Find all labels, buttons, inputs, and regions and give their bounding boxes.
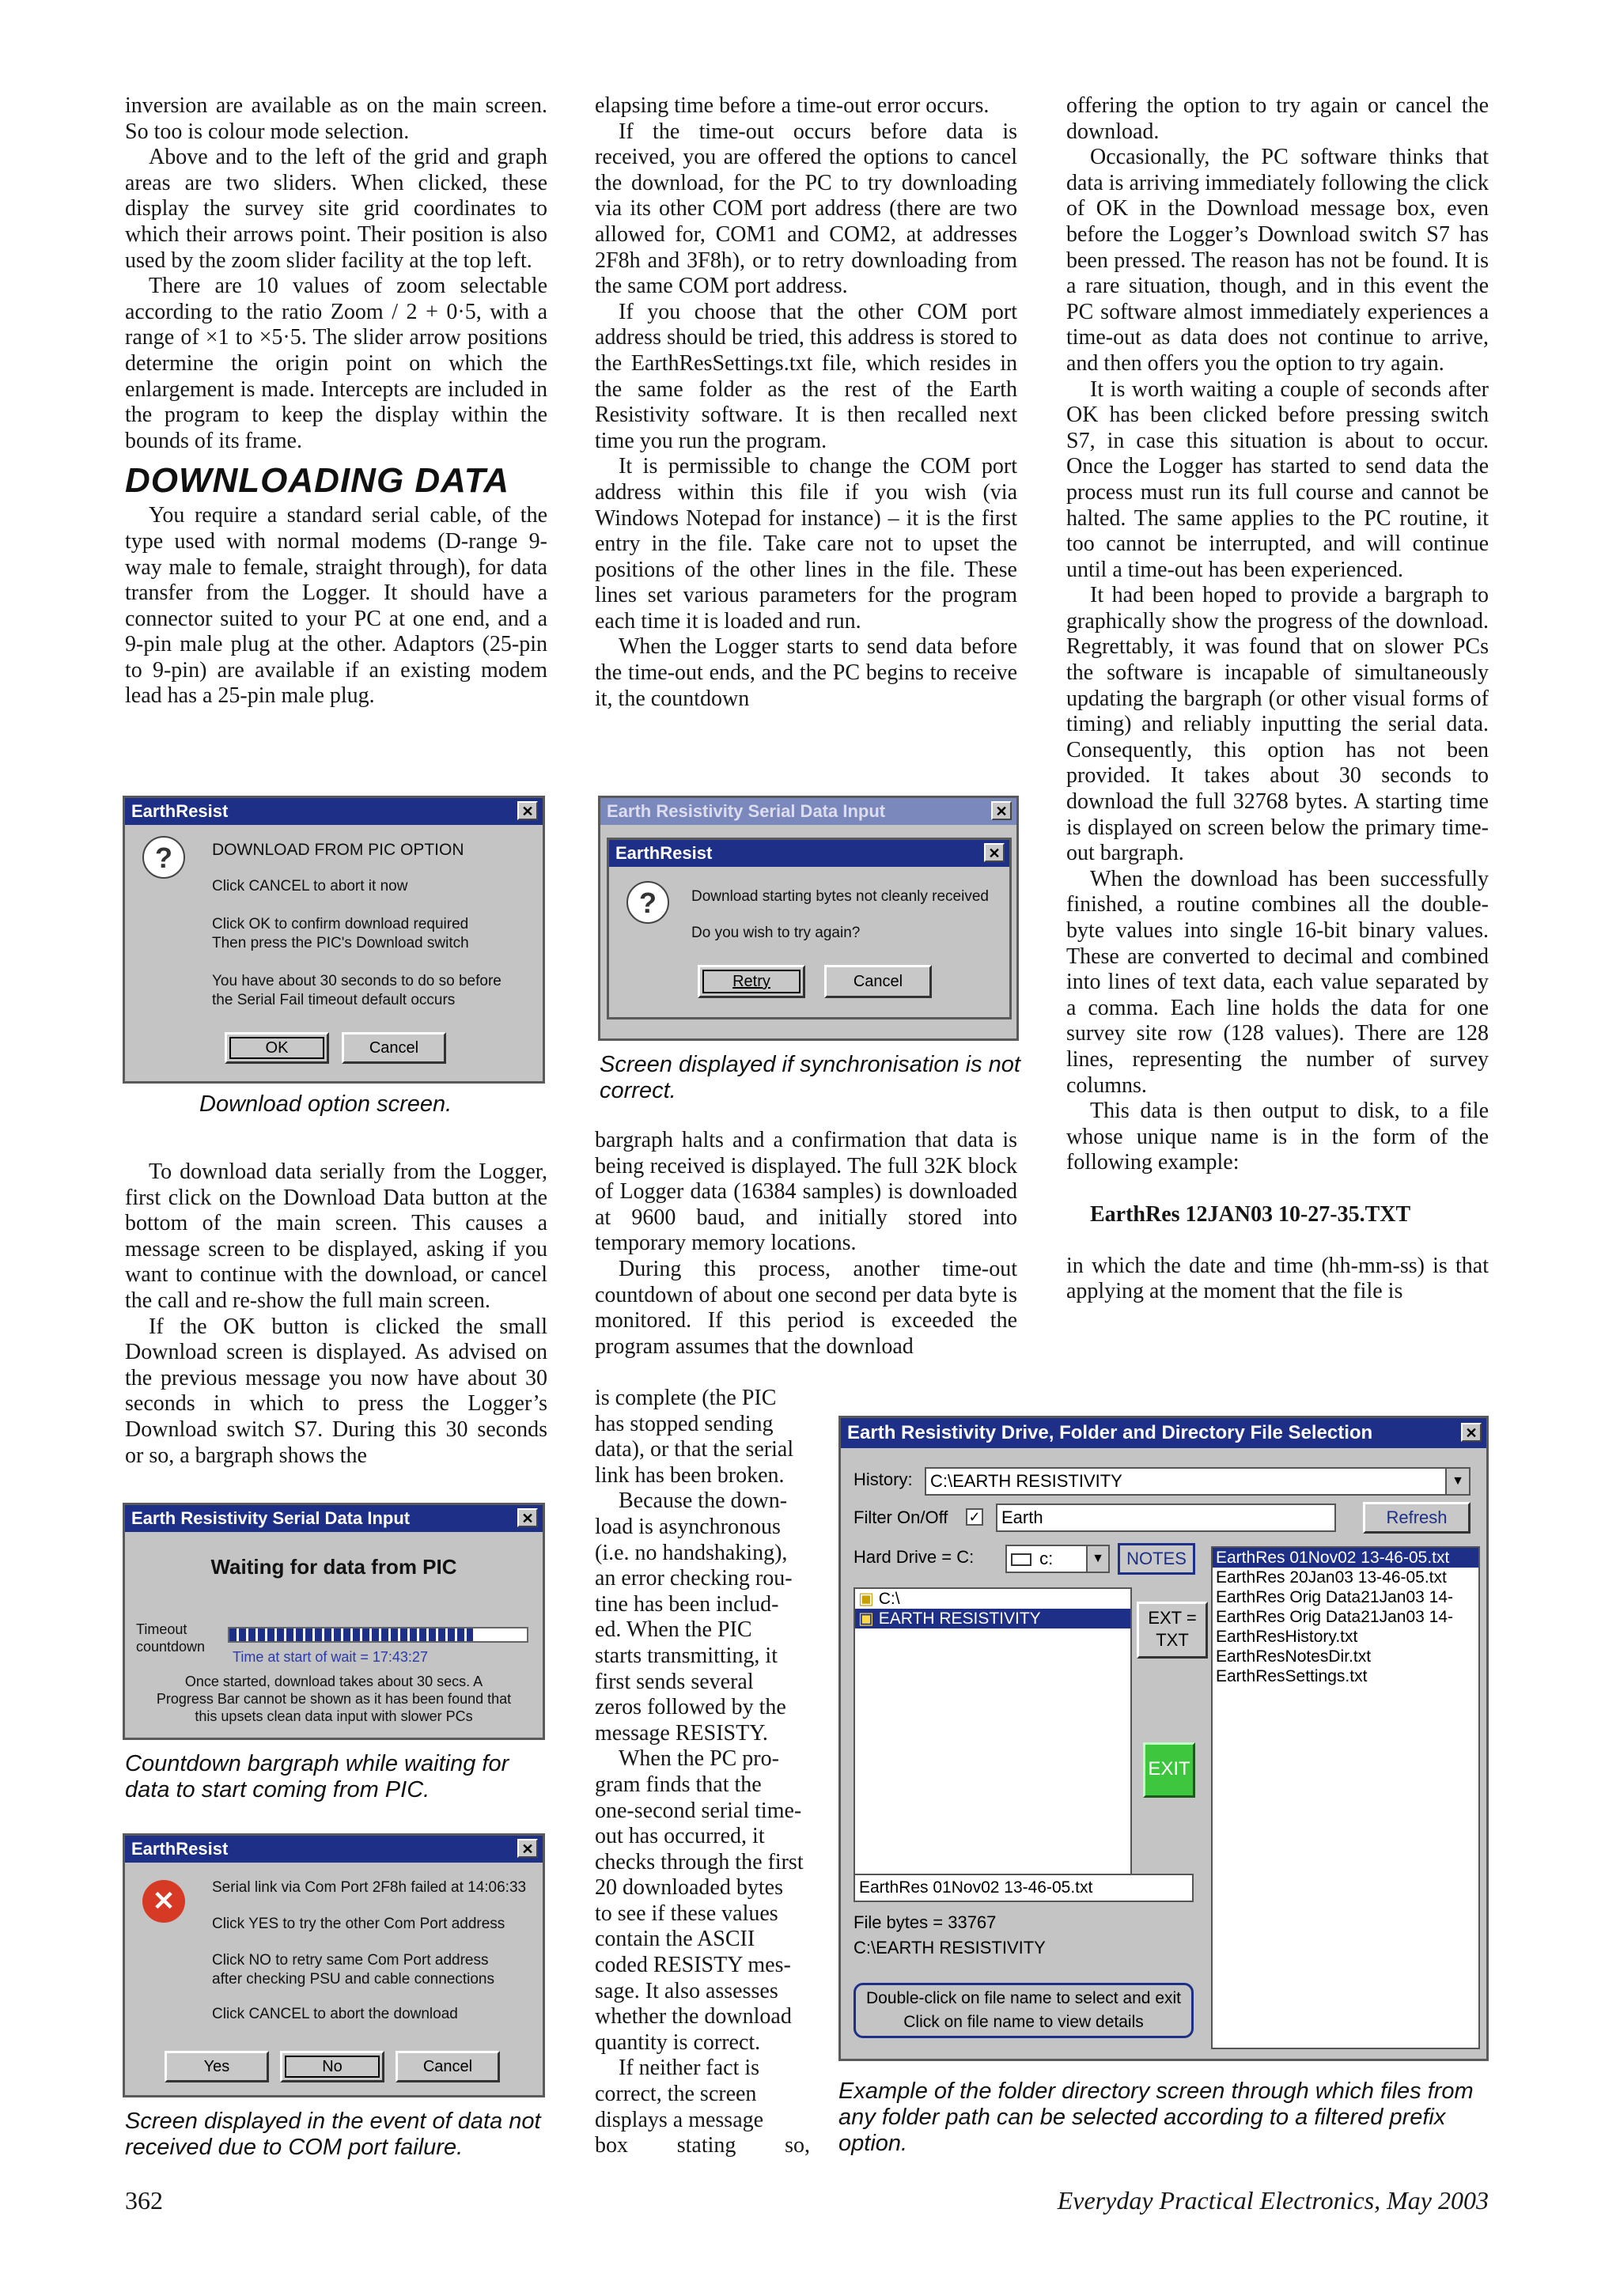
text-line: an error checking rou- [595,1566,793,1591]
paragraph: You require a standard serial cable, of the type used with normal modems (D-range 9-way male to female, straight through), for data transfer from the Logger. It should have a connector suited to your PC at one end, and a 9-pin male plug at the other. Adaptors (25-pin to 9-pin) are available if an existing modem lead has a 25-pin male plug. [125,503,547,709]
drive-value: c: [1039,1549,1054,1568]
dialog-text: the Serial Fail timeout default occurs [212,992,456,1008]
folder-open-icon: ▣ [858,1609,874,1628]
directory-item[interactable] [855,1589,1130,1609]
refresh-button[interactable]: Refresh [1363,1502,1470,1534]
file-bytes: File bytes = 33767 [854,1912,997,1932]
text-line: to see if these values [595,1901,778,1926]
paragraph: It had been hoped to provide a bargraph to graphically show the progress of the download. Regrettably, it was found that on slower PCs the software is incapable of simultaneously updating the bargraph (or other visual forms of timing) and reliably inputting the serial data. Consequently, this option has not been provided. It takes about 30 seconds to download the full 32768 bytes. A starting time is displayed on screen below the primary time-out bargraph. [1066,583,1489,866]
figure-caption: Screen displayed in the event of data not received due to COM port failure. [125,2109,541,2160]
text-line: checks through the first [595,1849,804,1874]
dialog-title: Earth Resistivity Serial Data Input [131,1508,411,1528]
drive-select[interactable] [1005,1545,1110,1573]
text-line: gram finds that the [595,1772,762,1797]
file-item[interactable]: EarthRes Orig Data21Jan03 14- [1216,1588,1453,1606]
directory-item[interactable] [855,1609,1130,1628]
text-line: ed. When the PIC [595,1617,752,1643]
close-icon[interactable]: ✕ [517,801,538,820]
ext-value: TXT [1156,1630,1189,1650]
paragraph: This data is then output to disk, to a file whose unique name is in the form of the following example: [1066,1099,1489,1175]
dialog-text: Click OK to confirm download required [212,916,469,932]
directory-list[interactable] [854,1587,1132,1896]
dialog-title: EarthResist [131,801,229,821]
dialog-note: Progress Bar cannot be shown as it has been found that [156,1691,512,1707]
text-line: correct, the screen [595,2082,757,2107]
dialog-text: Download starting bytes not cleanly received [691,888,989,905]
text-line: displays a message [595,2107,764,2132]
dialog-title-bar [609,840,1009,867]
spacer [1066,1176,1489,1202]
column-3 [1066,93,1489,1305]
text-line: one-second serial time- [595,1798,802,1823]
no-button[interactable]: No [280,2051,384,2082]
selected-file-field[interactable]: EarthRes 01Nov02 13-46-05.txt [854,1874,1194,1902]
dialog-title: EarthResist [615,843,713,863]
paragraph: elapsing time before a time-out error occurs. [595,93,990,118]
hint-box [854,1983,1194,2038]
column-1 [125,93,547,709]
figure-caption: Download option screen. [199,1091,452,1117]
ext-filter-button[interactable] [1137,1602,1208,1659]
text-line: zeros followed by the [595,1695,786,1720]
text-line: (i.e. no handshaking), [595,1540,788,1565]
yes-button[interactable]: Yes [165,2051,269,2082]
text-line: Because the down- [619,1488,788,1514]
text-line: link has been broken. [595,1462,785,1488]
dialog-text: Click CANCEL to abort the download [212,2006,458,2022]
journal-footer: Everyday Practical Electronics, May 2003 [1057,2186,1489,2215]
retry-button[interactable]: Retry [698,965,805,998]
dialog-text: Do you wish to try again? [691,925,861,941]
paragraph: It is worth waiting a couple of seconds after OK has been clicked before pressing switch S7, in case this situation is about to occur. Once the Logger has started to send data the process must run its full course and cannot be halted. The same applies to the PC routine, it too cannot be interrupted, and will continue until a time-out has been experienced. [1066,376,1489,582]
chevron-down-icon[interactable]: ▼ [1445,1469,1469,1494]
filter-label: Filter On/Off [854,1507,948,1527]
paragraph: If you choose that the other COM port address should be tried, this address is stored to the EarthResSettings.txt file, which resides in the same folder as the rest of the Earth Resistivity software. It is then recalled next time you run the program. [595,299,1017,453]
hint-text: Click on file name to view details [903,2013,1144,2031]
paragraph: If the time-out occurs before data is received, you are offered the options to cancel the download, for the PC to try downloading via its other COM port address (there are two allowed for, COM1 and COM2, at addresses 2F8h and 3F8h), or to retry downloading from the same COM port address. [595,119,1017,299]
cancel-button[interactable]: Cancel [342,1032,446,1064]
text-line: When the PC pro- [619,1746,779,1772]
start-time: Time at start of wait = 17:43:27 [233,1649,428,1665]
drive-icon [1011,1553,1031,1566]
file-list[interactable] [1211,1546,1480,2049]
ext-label: EXT = [1148,1608,1197,1628]
text-line: is complete (the PIC [595,1386,777,1410]
dialog-text: DOWNLOAD FROM PIC OPTION [212,841,464,859]
figure-caption: Example of the folder directory screen through which files from any folder path can be selected according to a filtered prefix option. [838,2079,1474,2156]
column-1-lower [125,1159,547,1469]
close-icon[interactable]: ✕ [991,801,1012,820]
drive-label: Hard Drive = C: [854,1547,975,1567]
file-selection-dialog [838,1416,1489,2061]
text-line: box stating so, [595,2133,810,2158]
file-item[interactable]: EarthResNotesDir.txt [1216,1647,1372,1666]
paragraph: If the OK button is clicked the small Download screen is displayed. As advised on the previous message you now have about 30 seconds in which to press the Logger’s Download switch S7. During this 30 seconds or so, a bargraph shows the [125,1314,547,1468]
example-filename: EarthRes 12JAN03 10-27-35.TXT [1090,1201,1411,1227]
paragraph: During this process, another time-out countdown of about one second per data byte is monitored. If this period is exceeded the program assumes that the download [595,1256,1017,1359]
paragraph: Occasionally, the PC software thinks that data is arriving immediately following the click of OK in the Download message box, even before the Logger’s Download switch S7 has been pressed. The reason has not be found. It is a rare situation, though, and in this event the PC software almost immediately experiences a time-out as data does not continue to arrive, and then offers you the option to try again. [1066,145,1489,376]
dialog-text: after checking PSU and cable connections [212,1971,494,1988]
com-port-fail-dialog [123,1833,545,2097]
paragraph: in which the date and time (hh-mm-ss) is that applying at the moment that the file is [1066,1253,1489,1304]
figure-caption: Countdown bargraph while waiting for data to start coming from PIC. [125,1751,509,1802]
folder-icon: ▣ [858,1590,874,1608]
dialog-title-bar [125,1836,543,1863]
paragraph: offering the option to try again or cancel the download. [1066,93,1489,144]
text-line: has stopped sending [595,1411,774,1436]
window-title-bar [600,798,1016,825]
section-heading: DOWNLOADING DATA [125,461,510,501]
question-icon: ? [626,881,669,924]
dialog-title: Earth Resistivity Drive, Folder and Directory File Selection [847,1422,1373,1443]
file-path: C:\EARTH RESISTIVITY [854,1938,1046,1957]
dialog-title: EarthResist [131,1839,229,1859]
paragraph: To download data serially from the Logger, first click on the Download Data button at the bottom of the main screen. This causes a message screen to be displayed, asking if you want to continue with the download, or cancel the call and re-show the full main screen. [125,1159,547,1313]
text-line: quantity is correct. [595,2029,761,2055]
paragraph: inversion are available as on the main screen. So too is colour mode selection. [125,93,547,144]
countdown-bargraph [228,1627,528,1643]
paragraph: When the download has been successfully finished, a routine combines all the double-byte values into single 16-bit binary values. These are converted to decimal and combined into lines of text data, each value separated by a comma. Each line holds the data for one survey site row (128 values). There are 128 lines, representing the number of survey columns. [1066,866,1489,1098]
spacer [1066,1227,1489,1254]
text-line: starts transmitting, it [595,1643,778,1668]
text-line: message RESISTY. [595,1720,768,1746]
cancel-button[interactable]: Cancel [824,965,932,998]
close-icon[interactable]: ✕ [984,843,1005,862]
notes-button[interactable]: NOTES [1118,1543,1195,1575]
countdown-dialog [123,1503,545,1740]
dialog-text: Then press the PIC's Download switch [212,935,469,951]
exit-button[interactable]: EXIT [1143,1742,1195,1798]
file-item[interactable]: EarthRes Orig Data21Jan03 14- [1216,1608,1453,1626]
dialog-title-bar [125,798,543,825]
hint-text: Double-click on file name to select and exit [865,1989,1182,2007]
paragraph: bargraph halts and a confirmation that data is being received is displayed. The full 32K block of Logger data (16384 samples) is downloaded at 9600 baud, and initially stored into temporary memory locations. [595,1128,1017,1256]
directory-label: C:\ [878,1590,900,1608]
waiting-message: Waiting for data from PIC [210,1555,457,1579]
text-line: tine has been includ- [595,1591,779,1617]
dialog-title-bar [125,1505,543,1532]
file-item[interactable]: EarthRes 20Jan03 13-46-05.txt [1216,1568,1447,1587]
dialog-note: Once started, download takes about 30 secs. A [184,1674,483,1689]
history-dropdown[interactable] [925,1467,1470,1496]
text-line: whether the download [595,2004,792,2029]
text-line: 20 downloaded bytes [595,1875,783,1901]
text-line: If neither fact is [619,2056,760,2081]
file-item[interactable]: EarthResSettings.txt [1216,1667,1368,1685]
history-label: History: [854,1470,913,1489]
ok-button[interactable]: OK [225,1032,329,1064]
paragraph: There are 10 values of zoom selectable according to the ratio Zoom / 2 + 0·5, with a range of ×1 to ×5·5. The slider arrow positions determine the origin point on which the enlargement is made. Intercepts are included in the program to keep the display within the bounds of its frame. [125,274,547,453]
chevron-down-icon[interactable]: ▼ [1086,1546,1108,1572]
history-value: C:\EARTH RESISTIVITY [930,1471,1122,1491]
close-icon[interactable]: ✕ [1461,1423,1482,1442]
directory-label: EARTH RESISTIVITY [878,1609,1041,1628]
dialog-text: Serial link via Com Port 2F8h failed at 14:06:33 [212,1879,527,1896]
dialog-text: Click YES to try the other Com Port address [212,1916,505,1932]
dialog-note: this upsets clean data input with slower PCs [195,1708,473,1724]
figure-caption: Screen displayed if synchronisation is not correct. [600,1052,1020,1103]
text-line: sage. It also assesses [595,1978,778,2003]
paragraph: When the Logger starts to send data before the time-out ends, and the PC begins to receive it, the countdown [595,634,1017,711]
cancel-button[interactable]: Cancel [396,2051,500,2082]
dialog-title-bar [841,1418,1486,1448]
close-icon[interactable]: ✕ [517,1839,538,1858]
column-2-narrow [595,1386,810,2159]
page-number: 362 [125,2186,163,2215]
dialog-text: Click CANCEL to abort it now [212,878,408,895]
text-line: data), or that the serial [595,1437,794,1462]
text-line: out has occurred, it [595,1824,765,1849]
text-line: first sends several [595,1669,754,1694]
column-2-lower [595,1128,1017,1360]
download-option-dialog [123,796,545,1084]
paragraph: It is permissible to change the COM port address within this file if you wish (via Windows Notepad for instance) – it is the first entry in the file. Take care not to upset the positions of the other lines in the file. These lines set various parameters for the program each time it is loaded and run. [595,454,1017,634]
dialog-text: Click NO to retry same Com Port address [212,1952,489,1969]
window-title: Earth Resistivity Serial Data Input [607,801,886,821]
text-line: load is asynchronous [595,1514,781,1539]
filter-checkbox[interactable]: ✓ [966,1508,983,1526]
filter-input[interactable]: Earth [996,1504,1336,1532]
error-icon: ✕ [142,1880,185,1923]
column-2 [595,93,1017,712]
text-line: coded RESISTY mes- [595,1953,791,1978]
sync-error-dialog [607,838,1012,1019]
close-icon[interactable]: ✕ [517,1508,538,1527]
timeout-label: Timeout countdown [136,1621,206,1655]
file-item[interactable]: EarthRes 01Nov02 13-46-05.txt [1213,1548,1478,1568]
paragraph: Above and to the left of the grid and graph areas are two sliders. When clicked, these display the survey site grid coordinates to which their arrows point. Their position is also used by the zoom slider facility at the top left. [125,145,547,273]
serial-data-input-window [598,796,1019,1041]
file-item[interactable]: EarthResHistory.txt [1216,1628,1358,1646]
text-line: contain the ASCII [595,1927,755,1952]
countdown-bargraph-fill [229,1628,473,1641]
dialog-text: You have about 30 seconds to do so before [212,973,502,989]
question-icon: ? [142,836,185,879]
